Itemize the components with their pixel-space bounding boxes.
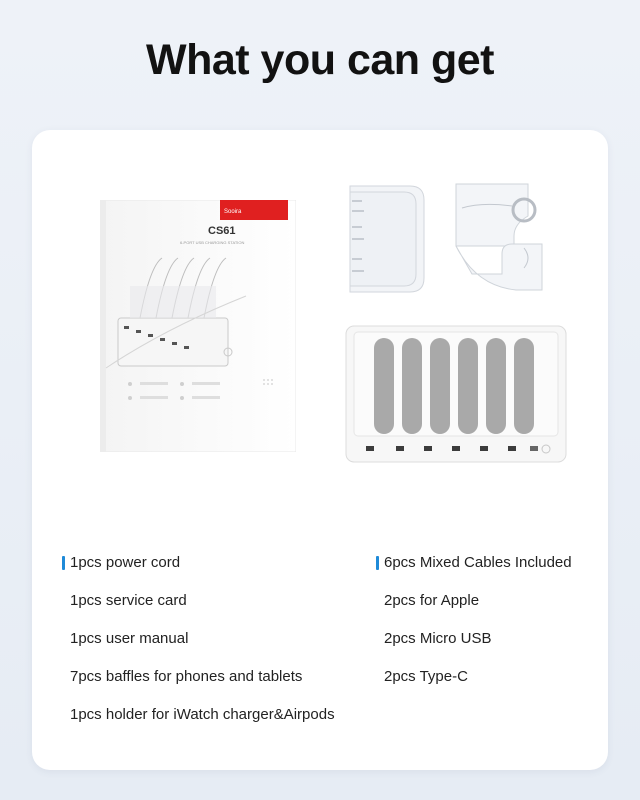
item-label: 2pcs Type-C [384,668,468,685]
list-marker [376,556,379,570]
contents-card [32,130,608,770]
included-items-left [70,553,335,743]
item-label: 2pcs for Apple [384,592,480,609]
page-title: What you can get [146,36,494,84]
item-label: 1pcs holder for iWatch charger&Airpods [70,706,335,723]
item-label: 1pcs service card [70,592,187,609]
item-label: 1pcs user manual [70,630,189,647]
list-item [384,629,572,667]
included-items-right [384,553,572,705]
list-marker [62,556,65,570]
baffles-and-holder-image [346,180,556,317]
item-label: 6pcs Mixed Cables Included [384,554,572,571]
product-box-image [100,200,296,452]
list-item [70,705,335,743]
list-item [384,591,572,629]
list-item [70,629,335,667]
list-item [70,667,335,705]
item-label: 1pcs power cord [70,554,181,571]
list-item [70,591,335,629]
box-model-label: CS61 [208,225,236,237]
brand-badge-label: Sooira [224,209,242,215]
list-item [70,553,335,591]
box-subtitle: 6-PORT USB CHARGING STATION [180,240,245,245]
list-item [384,553,572,591]
list-item [384,667,572,705]
item-label: 7pcs baffles for phones and tablets [70,668,303,685]
item-label: 2pcs Micro USB [384,630,492,647]
charging-station-image [344,324,570,471]
